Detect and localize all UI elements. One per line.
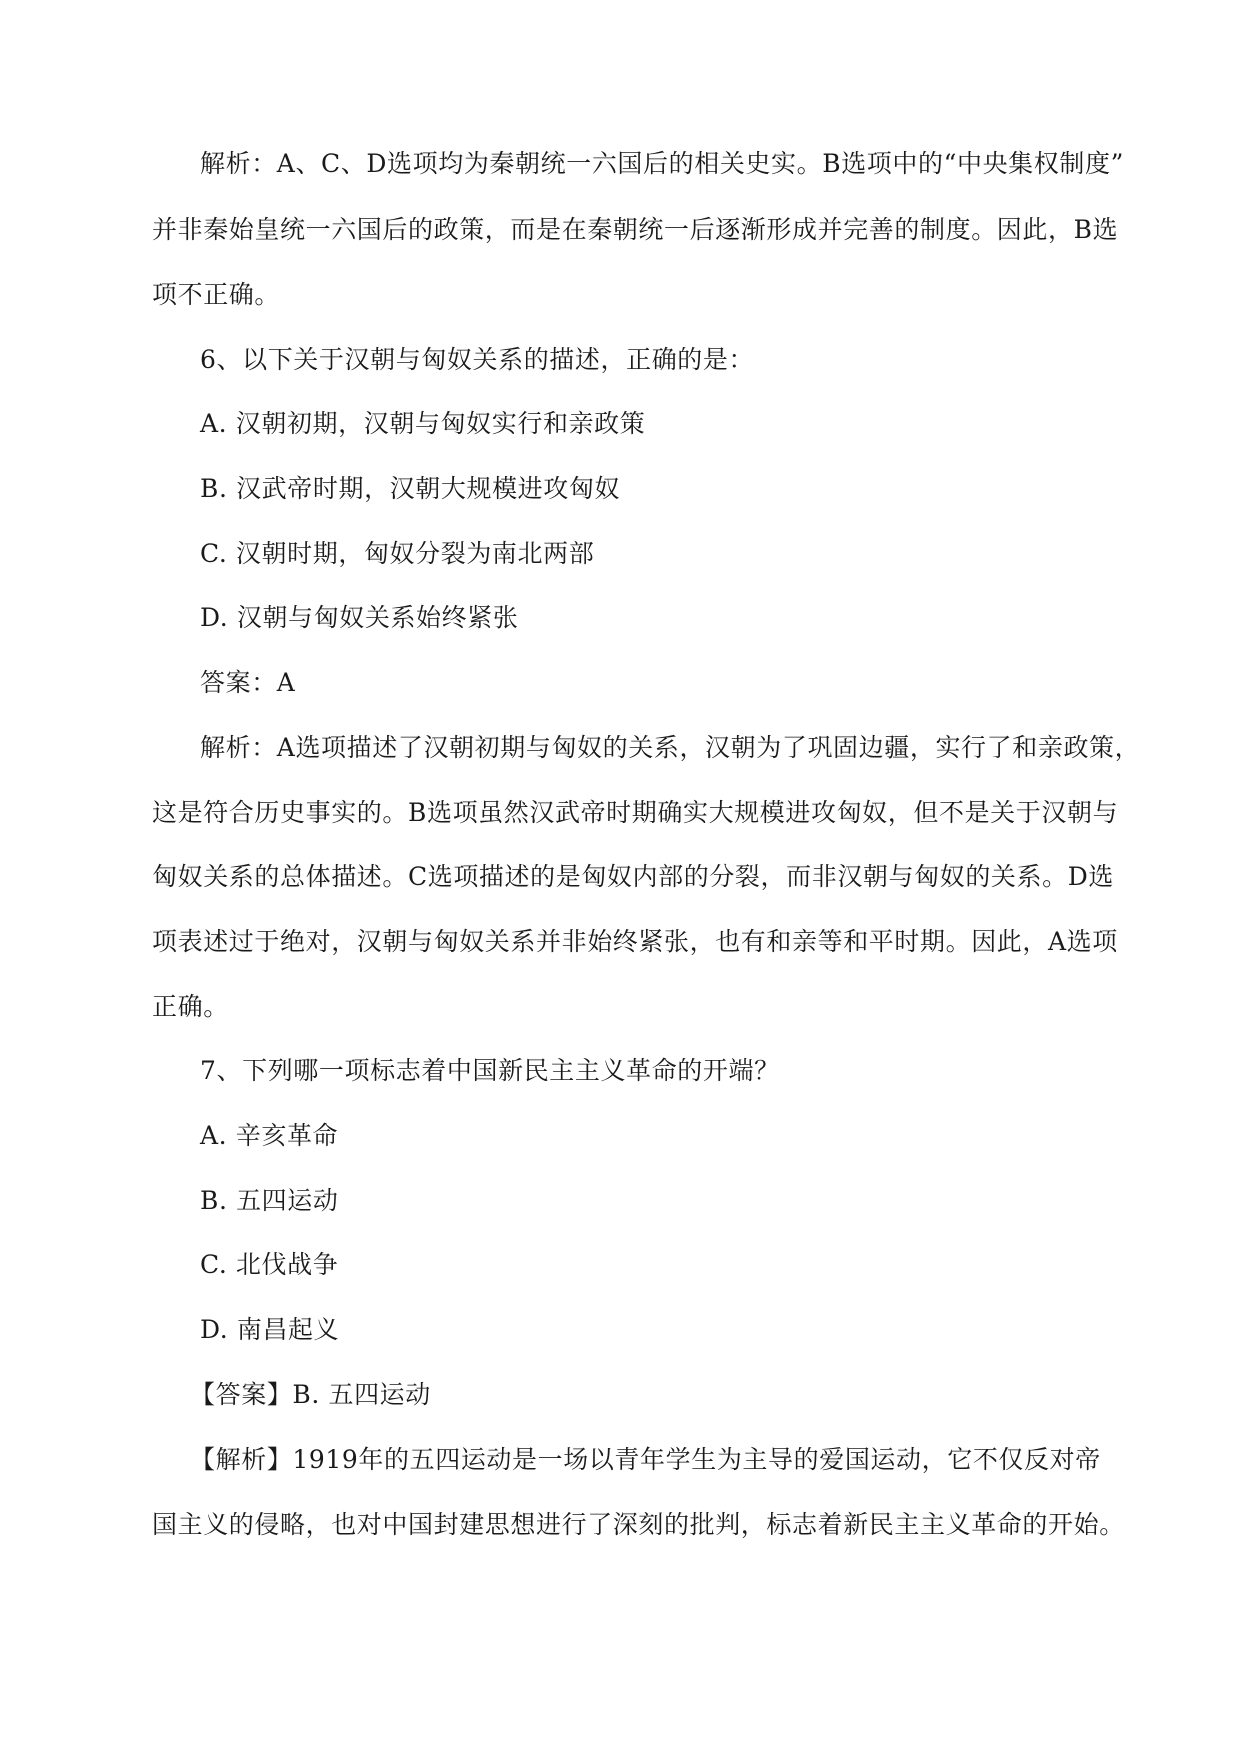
q5-analysis-line-3: 项不正确。 — [152, 280, 281, 309]
q7-option-a: A. 辛亥革命 — [200, 1121, 339, 1150]
q6-analysis-line-3: 匈奴关系的总体描述。C选项描述的是匈奴内部的分裂，而非汉朝与匈奴的关系。D选 — [152, 862, 1114, 891]
q7-analysis-line-1: 【解析】1919年的五四运动是一场以青年学生为主导的爱国运动，它不仅反对帝 — [190, 1445, 1101, 1474]
q7-option-c: C. 北伐战争 — [200, 1250, 339, 1279]
q7-answer: 【答案】B. 五四运动 — [190, 1380, 431, 1409]
q7-analysis-line-2: 国主义的侵略，也对中国封建思想进行了深刻的批判，标志着新民主主义革命的开始。 — [152, 1510, 1125, 1539]
q6-question: 6、以下关于汉朝与匈奴关系的描述，正确的是： — [200, 345, 755, 374]
q6-analysis-line-2: 这是符合历史事实的。B选项虽然汉武帝时期确实大规模进攻匈奴，但不是关于汉朝与 — [152, 798, 1119, 827]
q6-analysis-line-5: 正确。 — [152, 992, 229, 1021]
q6-option-c: C. 汉朝时期，匈奴分裂为南北两部 — [200, 539, 595, 568]
q6-option-d: D. 汉朝与匈奴关系始终紧张 — [200, 603, 519, 632]
q5-analysis-line-2: 并非秦始皇统一六国后的政策，而是在秦朝统一后逐渐形成并完善的制度。因此，B选 — [152, 215, 1119, 244]
q6-answer: 答案：A — [200, 668, 296, 697]
q6-analysis-line-4: 项表述过于绝对，汉朝与匈奴关系并非始终紧张，也有和亲等和平时期。因此，A选项 — [152, 927, 1118, 956]
q7-question: 7、下列哪一项标志着中国新民主主义革命的开端？ — [200, 1056, 780, 1085]
q7-option-b: B. 五四运动 — [200, 1186, 339, 1215]
q6-option-a: A. 汉朝初期，汉朝与匈奴实行和亲政策 — [200, 409, 646, 438]
q7-option-d: D. 南昌起义 — [200, 1315, 340, 1344]
q5-analysis-line-1: 解析：A、C、D选项均为秦朝统一六国后的相关史实。B选项中的“中央集权制度” — [200, 149, 1124, 178]
q6-analysis-line-1: 解析：A选项描述了汉朝初期与匈奴的关系，汉朝为了巩固边疆，实行了和亲政策， — [200, 733, 1141, 762]
q6-option-b: B. 汉武帝时期，汉朝大规模进攻匈奴 — [200, 474, 621, 503]
